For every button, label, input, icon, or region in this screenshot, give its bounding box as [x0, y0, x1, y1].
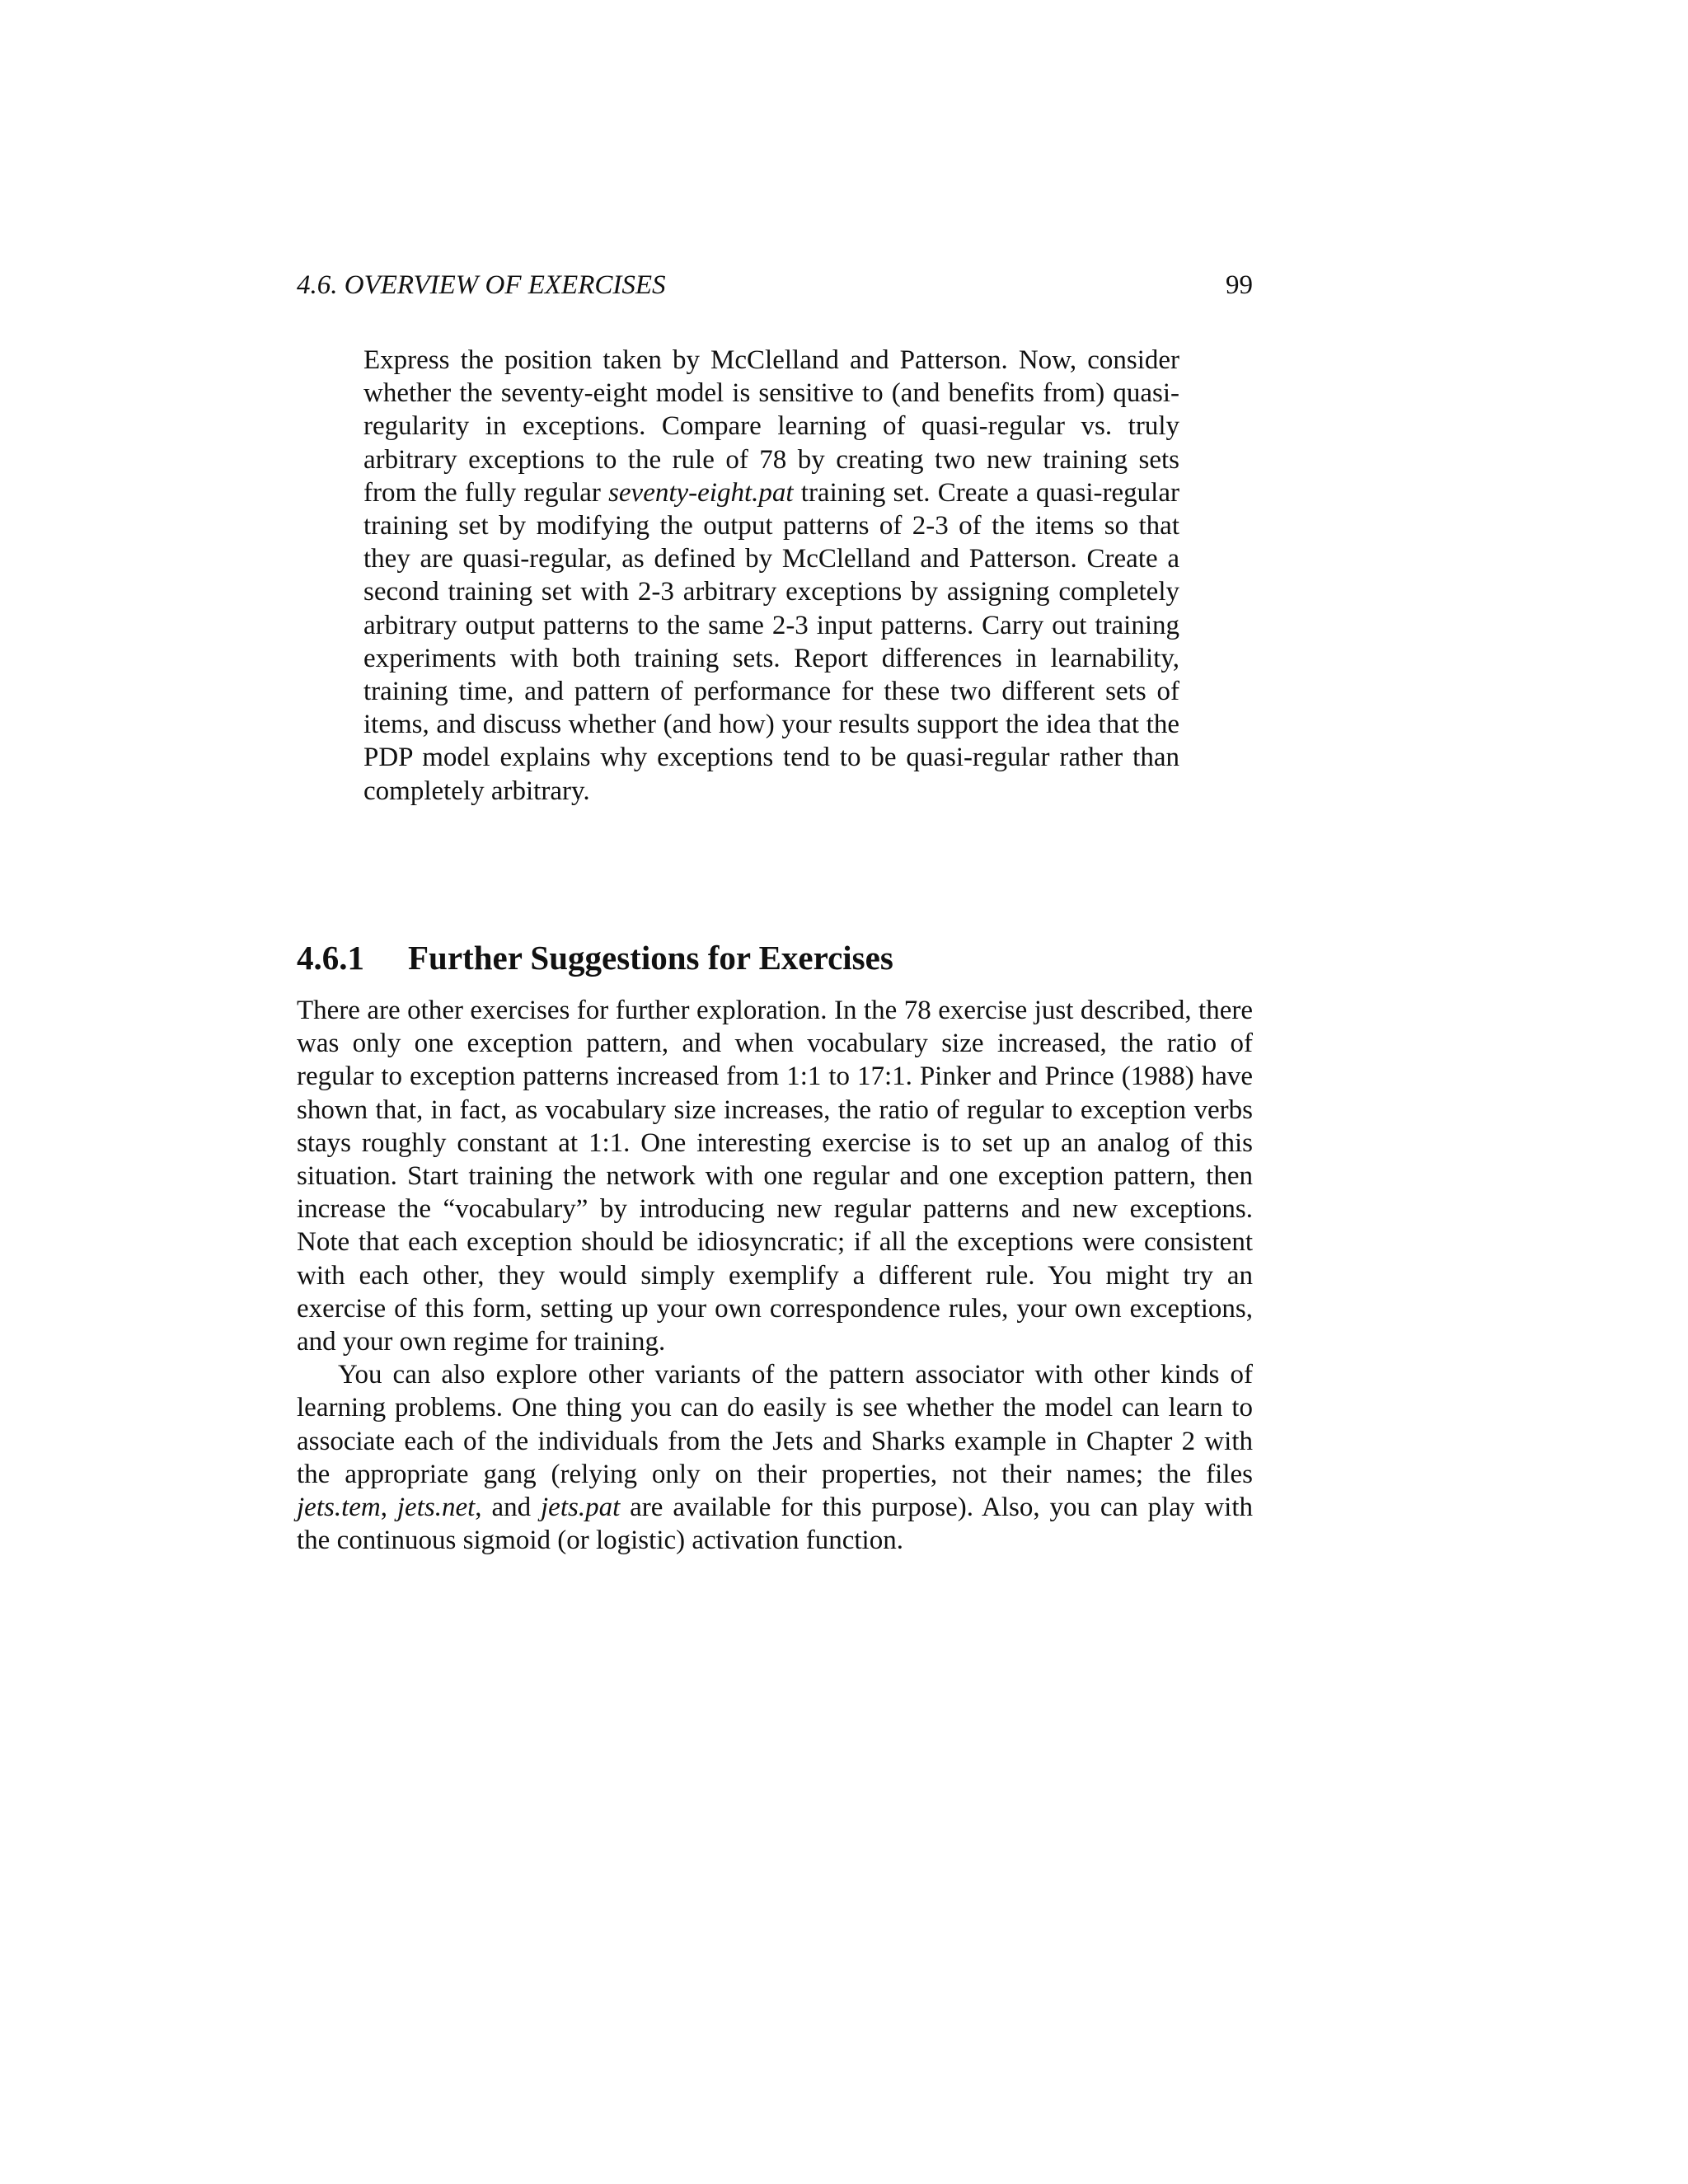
filename-separator-1: , [380, 1493, 397, 1523]
section-paragraph-1: There are other exercises for further exploration. In the 78 exercise just described, there was only one exception pattern, and when vocabulary size increased, the ratio of regular to exception patterns increased from 1:1 to 17:1. Pinker and Prince (1988) have shown that, in fact, as vocabulary size increases, the ratio of regular to exception verbs stays roughly constant at 1:1. One interesting exercise is to set up an analog of this situation. Start training the network with one regular and one exception pattern, then increase the “vocabulary” by introducing new regular patterns and new exceptions. Note that each exception should be idiosyncratic; if all the exceptions were consistent with each other, they would simply exemplify a different rule. You might try an exercise of this form, setting up your own correspondence rules, your own exceptions, and your own regime for training. [297, 996, 1253, 1357]
running-header [297, 265, 1253, 305]
section-number: 4.6.1 [297, 939, 364, 977]
filename-jets-net: jets.net [396, 1493, 476, 1523]
exercise-paragraph [363, 344, 1179, 808]
filename-jets-tem: jets.tem [297, 1493, 381, 1523]
running-header-title: 4.6. OVERVIEW OF EXERCISES [297, 270, 666, 300]
exercise-text-part-2: training set. Create a quasi-regular training set by modifying the output patterns of 2-3 of the items so that they are quasi-regular, as defined by McClelland and Patterson. Create a second training set with 2-3 arbitrary exceptions by assigning completely arbitrary output patterns to the same 2-3 input patterns. Carry out training experiments with both training sets. Report differences in learnability, training time, and pattern of performance for these two different sets of items, and discuss whether (and how) your results support the idea that the PDP model explains why exceptions tend to be quasi-regular rather than completely arbitrary. [363, 477, 1179, 806]
filename-seventy-eight-pat: seventy-eight.pat [608, 477, 794, 508]
section-paragraph-2 [297, 1358, 1253, 1557]
section-heading [297, 931, 1253, 984]
filename-jets-pat: jets.pat [541, 1493, 621, 1523]
exercise-text-part-1: Express the position taken by McClelland and Patterson. Now, consider whether the seventy-eight model is sensitive to (and benefits from) quasi-regularity in exceptions. Compare learning of quasi-regular vs. truly arbitrary exceptions to the rule of 78 by creating two new training sets from the fully regular [363, 345, 1179, 508]
paragraph-2-part-2: are available for this purpose). Also, you can play with the continuous sigmoid (or logistic) activation function. [297, 1493, 1254, 1556]
paragraph-2-part-1: You can also explore other variants of the pattern associator with other kinds of learning problems. One thing you can do easily is see whether the model can learn to associate each of the individuals from the Jets and Sharks example in Chapter 2 with the appropriate gang (relying only on their properties, not their names; the files [297, 1360, 1253, 1489]
exercise-text [363, 344, 1179, 808]
section-further-suggestions [297, 931, 1253, 1557]
page-number: 99 [1226, 270, 1253, 300]
filename-separator-2: , and [475, 1493, 541, 1523]
section-title: Further Suggestions for Exercises [408, 939, 893, 977]
